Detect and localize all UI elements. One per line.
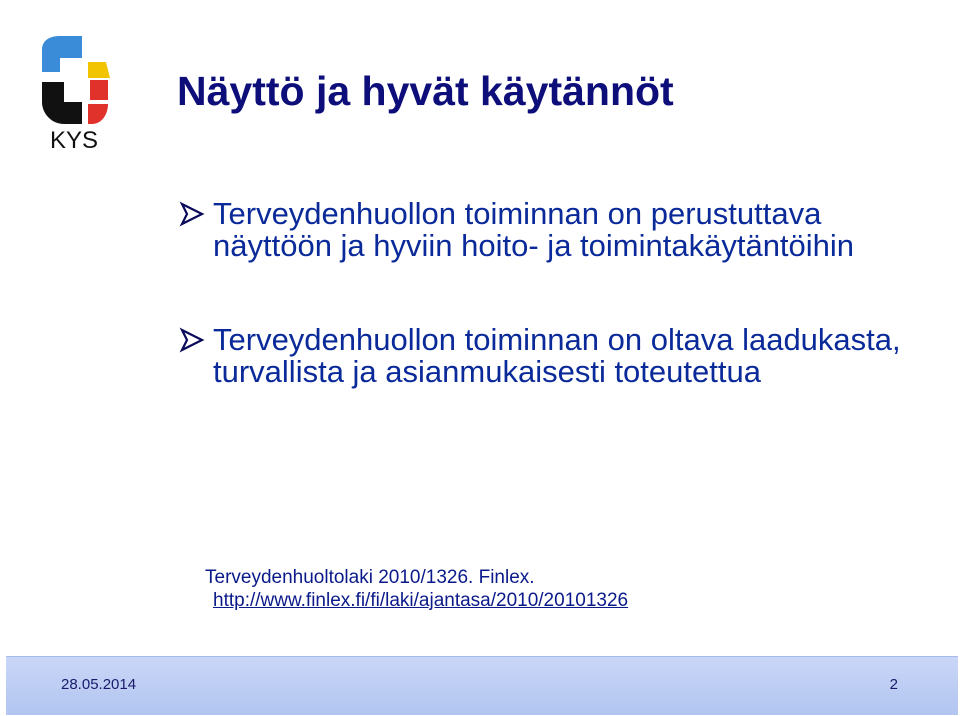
arrow-bullet-icon [179,327,205,353]
bullet-text: Terveydenhuollon toiminnan on perustuttava näyttöön ja hyviin hoito- ja toimintakäytäntöihin [213,196,855,263]
footer-date: 28.05.2014 [61,676,137,693]
logo-text: KYS [50,127,99,154]
slide-title: Näyttö ja hyvät käytännöt [177,68,674,114]
arrow-bullet-icon [179,201,205,227]
reference-link[interactable]: http://www.finlex.fi/fi/laki/ajantasa/2010/20101326 [213,590,629,611]
page-number: 2 [889,676,898,693]
kys-cross-logo-icon [30,28,120,128]
reference-citation: Terveydenhuoltolaki 2010/1326. Finlex. [205,567,535,588]
footer-bar [6,656,958,715]
bullet-item [177,324,917,387]
bullet-text: Terveydenhuollon toiminnan on oltava laadukasta, turvallista ja asianmukaisesti toteutettua [213,322,901,389]
bullet-item [177,198,917,261]
bullet-list [177,198,917,387]
reference [205,566,628,612]
kys-logo [30,28,120,153]
